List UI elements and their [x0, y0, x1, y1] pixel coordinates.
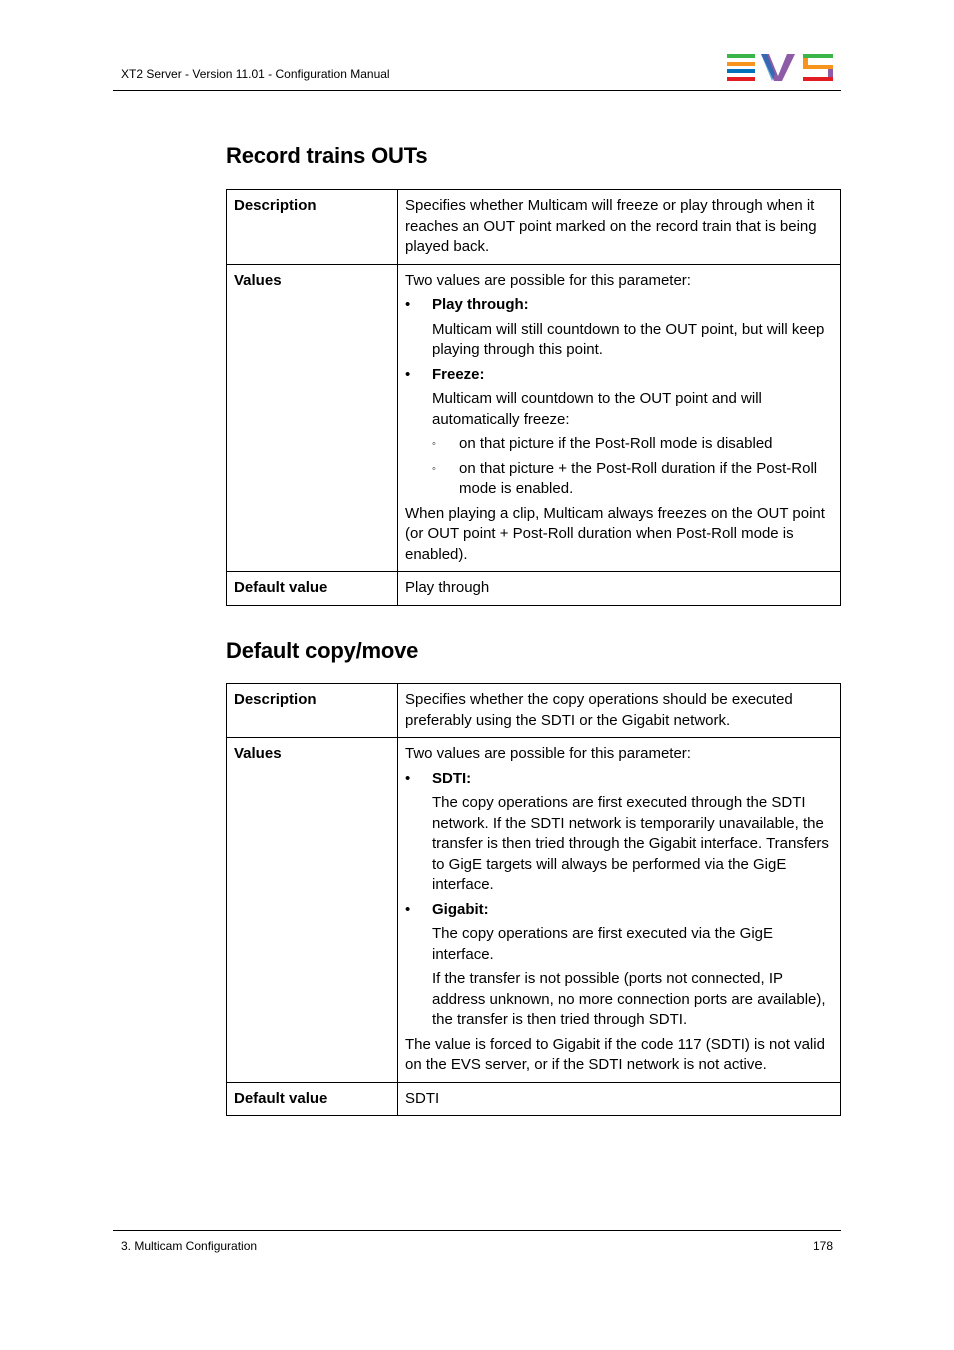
- description-label: Description: [227, 684, 398, 738]
- default-text: Play through: [398, 572, 841, 606]
- bullet-icon: •: [405, 365, 411, 383]
- sub-bullet-icon: ◦: [432, 462, 436, 475]
- option-title: Play through:: [432, 296, 529, 313]
- option-title: Freeze:: [432, 365, 485, 383]
- evs-logo: [727, 54, 833, 81]
- sub-item-text: on that picture if the Post-Roll mode is disabled: [459, 435, 773, 452]
- table-row: [227, 264, 841, 572]
- option-text: The copy operations are first executed via the GigE interface.: [432, 925, 774, 963]
- description-label: Description: [227, 190, 398, 265]
- option-text: If the transfer is not possible (ports not connected, IP address unknown, no more connection ports are available), the transfer is then tried through SDTI.: [432, 970, 826, 1028]
- values-label: Values: [227, 264, 398, 572]
- section-heading-record-trains-outs: Record trains OUTs: [226, 143, 428, 168]
- default-label: Default value: [227, 572, 398, 606]
- sub-item-text: on that picture + the Post-Roll duration if the Post-Roll mode is enabled.: [459, 459, 818, 497]
- section-heading-default-copy-move: Default copy/move: [226, 638, 419, 663]
- parameter-table-default-copy-move: [226, 683, 841, 1116]
- table-row: [227, 572, 841, 606]
- values-outro: The value is forced to Gigabit if the code 117 (SDTI) is not valid on the EVS server, or if the SDTI network is not active.: [405, 1035, 825, 1073]
- list-item: [405, 295, 834, 316]
- option-text: Multicam will countdown to the OUT point and will automatically freeze:: [432, 390, 762, 428]
- table-row: [227, 684, 841, 738]
- table-row: [227, 190, 841, 265]
- list-item: [405, 769, 834, 790]
- values-intro: Two values are possible for this parameter:: [405, 271, 691, 289]
- page-header: [113, 52, 841, 91]
- values-label: Values: [227, 738, 398, 1083]
- table-row: [227, 738, 841, 1083]
- page-number: 178: [812, 1239, 833, 1253]
- option-title: Gigabit:: [432, 900, 489, 918]
- option-text: Multicam will still countdown to the OUT point, but will keep playing through this point.: [432, 320, 825, 358]
- list-item: [405, 900, 834, 921]
- bullet-icon: •: [405, 769, 411, 787]
- document-title: XT2 Server - Version 11.01 - Configuration Manual: [121, 67, 390, 81]
- default-text: SDTI: [398, 1082, 841, 1116]
- page-footer: [113, 1230, 841, 1253]
- default-label: Default value: [227, 1082, 398, 1116]
- option-title: SDTI:: [432, 769, 472, 787]
- option-text: The copy operations are first executed through the SDTI network. If the SDTI network is temporarily unavailable, the transfer is then tried through the Gigabit interface. Transfers to GigE targets will always be performed via the GigE interface.: [432, 794, 829, 893]
- sub-list-item: [405, 459, 834, 500]
- list-item: [405, 365, 834, 386]
- chapter-title: 3. Multicam Configuration: [121, 1239, 258, 1253]
- values-intro: Two values are possible for this parameter:: [405, 745, 691, 762]
- values-cell: [398, 264, 841, 572]
- sub-list-item: [405, 434, 834, 455]
- description-text: Specifies whether the copy operations should be executed preferably using the SDTI or the Gigabit network.: [398, 684, 841, 738]
- table-row: [227, 1082, 841, 1116]
- values-cell: [398, 738, 841, 1083]
- description-text: Specifies whether Multicam will freeze or play through when it reaches an OUT point marked on the record train that is being played back.: [398, 190, 841, 265]
- values-outro: When playing a clip, Multicam always freezes on the OUT point (or OUT point + Post-Roll duration when Post-Roll mode is enabled).: [405, 504, 825, 563]
- bullet-icon: •: [405, 900, 411, 918]
- sub-bullet-icon: ◦: [432, 438, 436, 450]
- bullet-icon: •: [405, 296, 411, 313]
- parameter-table-record-trains-outs: [226, 189, 841, 606]
